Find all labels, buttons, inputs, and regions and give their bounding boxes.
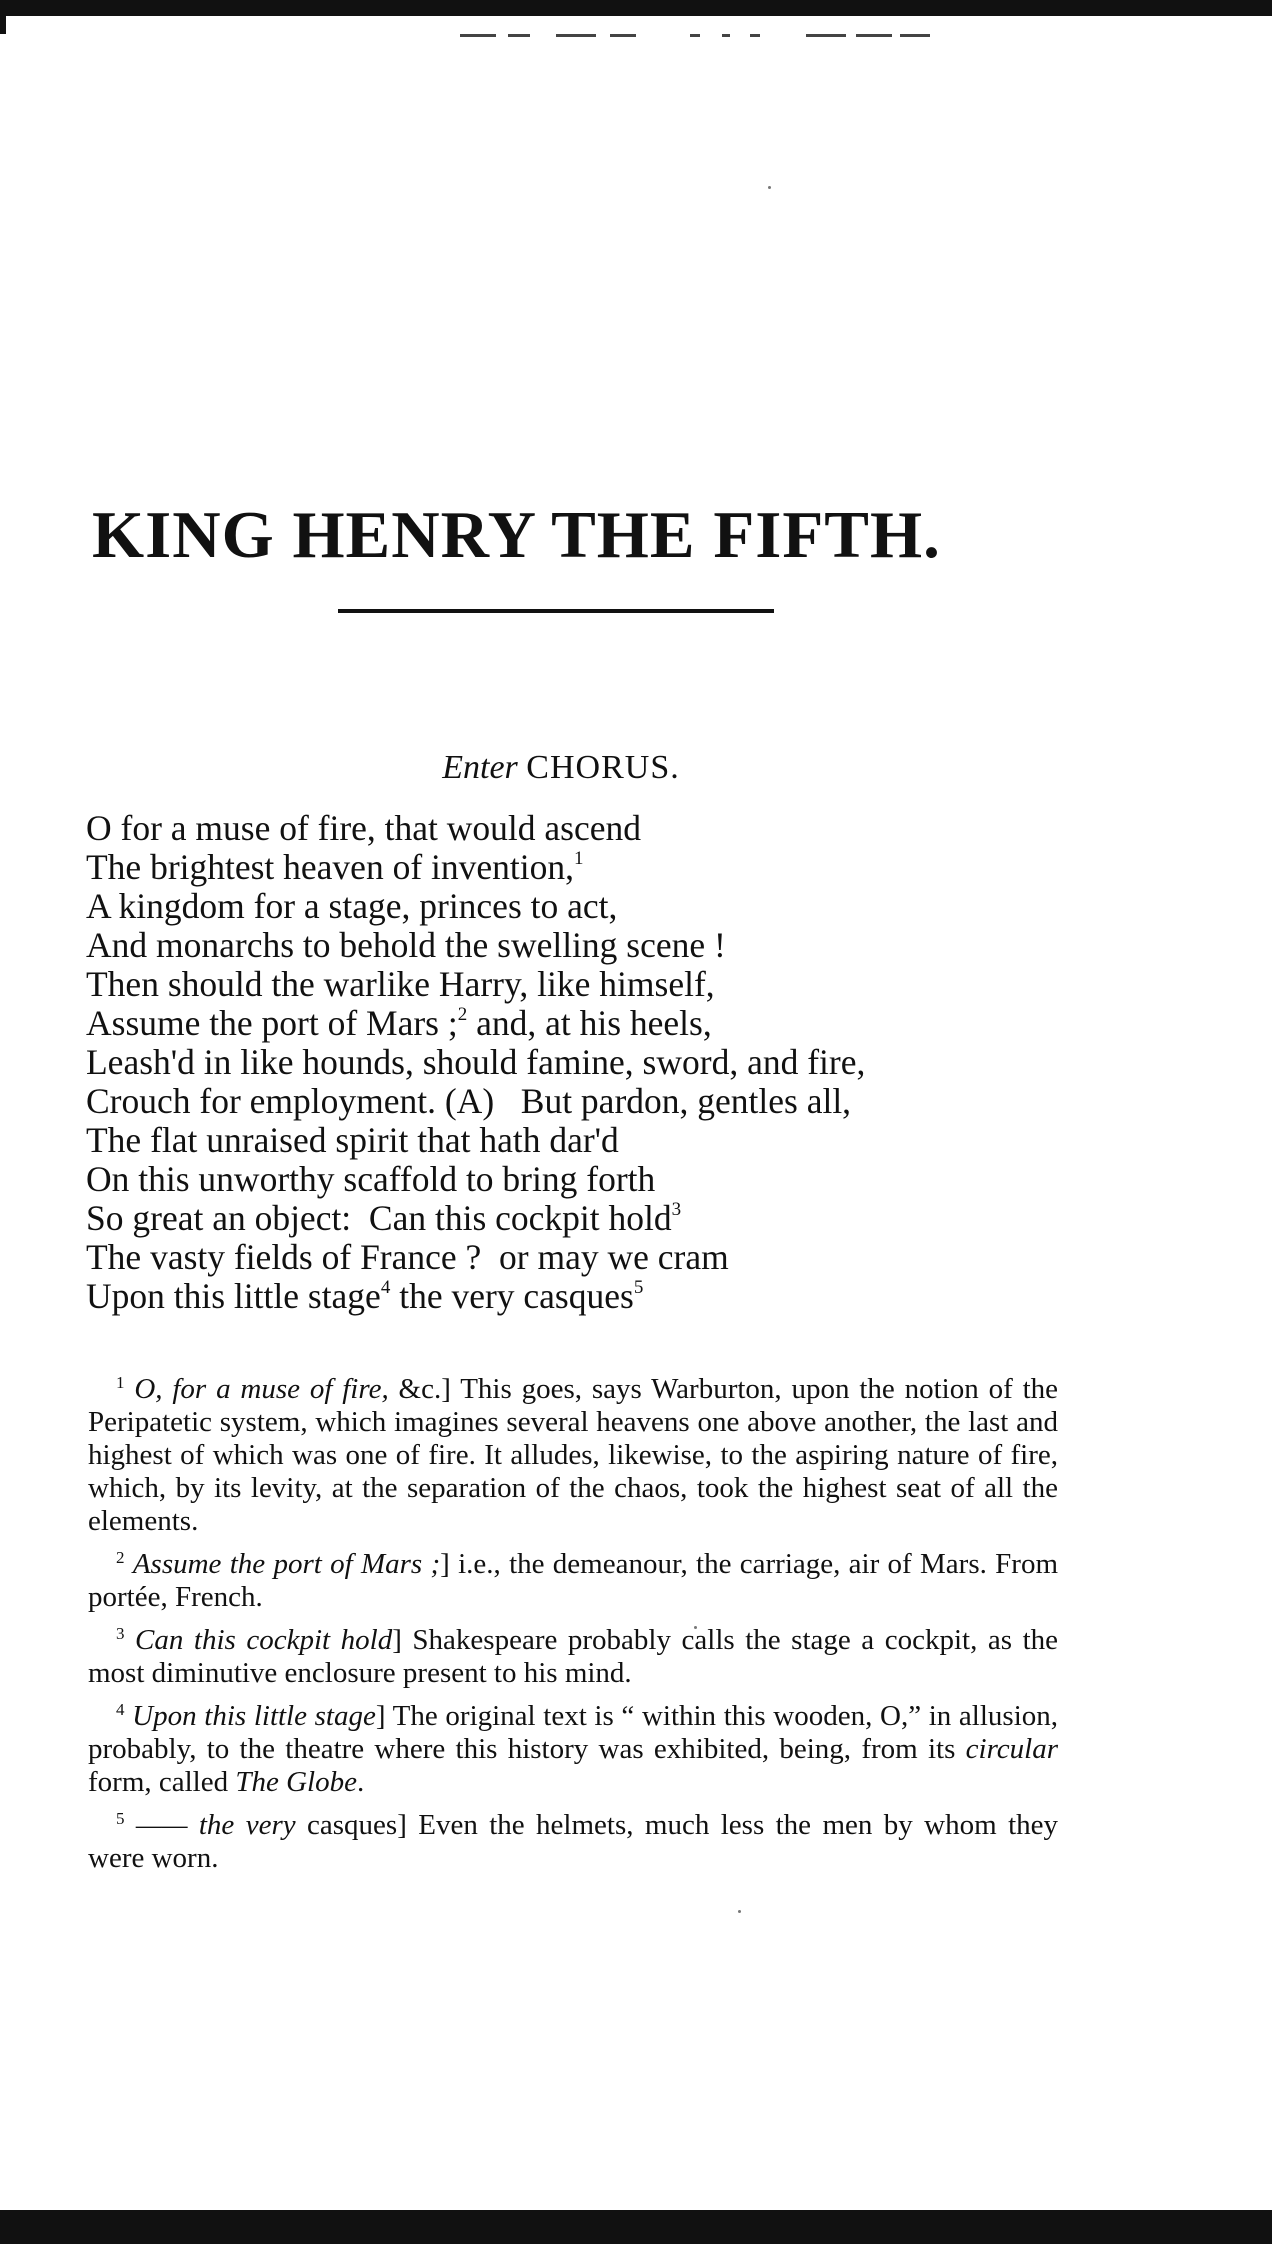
verse-line <box>86 926 1146 965</box>
footnote-lemma: Assume the port of Mars ; <box>132 1548 441 1580</box>
verse-line <box>86 965 1146 1004</box>
verse-text: Upon this little stage <box>86 1276 381 1316</box>
footnote-text: . <box>356 1766 365 1798</box>
verse-line <box>86 1277 1146 1316</box>
scan-corner-mark <box>0 16 14 34</box>
footnote-text: casques] Even the helmets, much less the men by whom they were worn. <box>88 1809 1059 1874</box>
footnote-text: ] The original text is “ within this wooden, O,” in allusion, probably, to the theatre where this history was exhibited, being, from its <box>88 1700 1059 1765</box>
verse-block <box>86 809 1146 1316</box>
scan-top-border <box>0 0 1272 16</box>
verse-text: On this unworthy scaffold to bring forth <box>86 1159 656 1199</box>
footnote-number: 4 <box>116 1700 125 1719</box>
verse-text: Assume the port of Mars ; <box>86 1003 458 1043</box>
verse-text: The brightest heaven of invention, <box>86 847 574 887</box>
footnote-ref: 3 <box>671 1199 682 1220</box>
footnote-number: 2 <box>116 1548 125 1567</box>
footnote-ref: 1 <box>574 848 584 869</box>
scan-speck <box>738 1910 741 1913</box>
stage-direction-enter: Enter <box>442 749 518 786</box>
stage-direction <box>0 745 1122 791</box>
footnote-number: 1 <box>116 1373 125 1392</box>
verse-line <box>86 809 1146 848</box>
scan-bleedthrough-marks <box>460 30 940 42</box>
footnote-ref: 4 <box>380 1277 391 1298</box>
footnote-number: 5 <box>116 1809 125 1828</box>
footnote-italic: The Globe <box>235 1766 357 1798</box>
title-rule <box>338 609 774 613</box>
verse-text: So great an object: Can this cockpit hold <box>86 1198 672 1238</box>
verse-line <box>86 1121 1146 1160</box>
footnote-lemma: Can this cockpit hold <box>135 1624 393 1656</box>
footnote-text: ] Shakespeare probably calls the stage a cockpit, as the most diminutive enclosure present to his mind. <box>88 1624 1059 1689</box>
verse-line <box>86 1199 1146 1238</box>
verse-line <box>86 887 1146 926</box>
verse-text: A kingdom for a stage, princes to act, <box>86 886 618 926</box>
verse-text: the very casques <box>390 1276 634 1316</box>
footnote <box>88 1624 1058 1690</box>
footnotes <box>88 1373 1058 1885</box>
footnote-ref: 2 <box>457 1004 468 1025</box>
footnote <box>88 1373 1058 1538</box>
stage-direction-character: CHORUS. <box>526 749 680 786</box>
verse-text: and, at his heels, <box>467 1003 712 1043</box>
verse-line <box>86 1238 1146 1277</box>
footnote <box>88 1700 1058 1799</box>
verse-text: And monarchs to behold the swelling scene ! <box>86 925 726 965</box>
footnote-text: ] i.e., the demeanour, the carriage, air of Mars. From portée, French. <box>88 1548 1059 1613</box>
footnote-number: 3 <box>116 1624 125 1643</box>
verse-line <box>86 848 1146 887</box>
footnote-ref: 5 <box>633 1277 644 1298</box>
verse-text: Leash'd in like hounds, should famine, sword, and fire, <box>86 1042 866 1082</box>
verse-line <box>86 1082 1146 1121</box>
verse-text: Then should the warlike Harry, like himself, <box>86 964 715 1004</box>
verse-line <box>86 1004 1146 1043</box>
scan-bottom-border <box>0 2210 1272 2244</box>
verse-text: Crouch for employment. (A) But pardon, gentles all, <box>86 1081 852 1121</box>
scan-speck <box>768 186 771 189</box>
footnote-italic: circular <box>965 1733 1058 1765</box>
verse-text: O for a muse of fire, that would ascend <box>86 808 641 848</box>
footnote-text: form, called <box>88 1766 236 1798</box>
verse-text: The vasty fields of France ? or may we cram <box>86 1237 729 1277</box>
verse-line <box>86 1043 1146 1082</box>
verse-line <box>86 1160 1146 1199</box>
footnote-lemma: Upon this little stage <box>132 1700 376 1732</box>
footnote-lemma: —— the very <box>135 1809 296 1841</box>
footnote-lemma: O, for a muse of fire, <box>134 1373 389 1405</box>
footnote-text: &c.] This goes, says Warburton, upon the notion of the Peripatetic system, which imagines several heavens one above another, the last and highest of which was one of fire. It alludes, likewise, to the aspiring nature of fire, which, by its levity, at the separation of the chaos, took the highest seat of all the elements. <box>88 1373 1058 1537</box>
footnote <box>88 1548 1058 1614</box>
page-title: KING HENRY THE FIFTH. <box>92 498 941 572</box>
footnote <box>88 1809 1058 1875</box>
verse-text: The flat unraised spirit that hath dar'd <box>86 1120 619 1160</box>
